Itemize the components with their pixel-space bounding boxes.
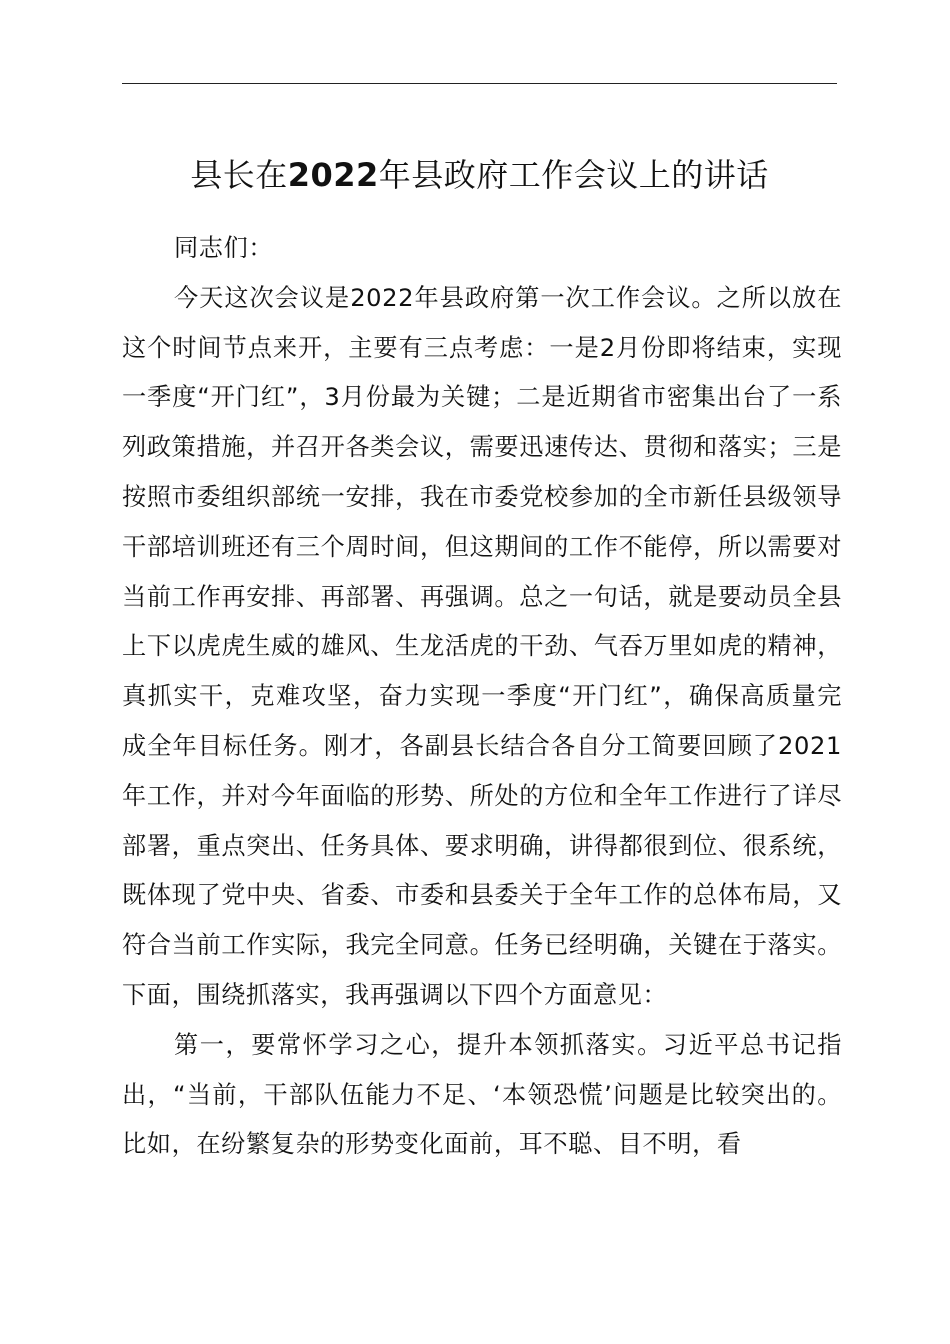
title-year: 2022 <box>287 156 379 194</box>
document-title <box>122 150 837 200</box>
salutation: 同志们： <box>174 234 274 262</box>
paragraph-intro: 今天这次会议是2022年县政府第一次工作会议。之所以放在这个时间节点来开，主要有三点考虑：一是2月份即将结束，实现一季度“开门红”，3月份最为关键；二是近期省市密集出台了一系列政策措施，并召开各类会议，需要迅速传达、贯彻和落实；三是按照市委组织部统一安排，我在市委党校参加的全市新任县级领导干部培训班还有三个周时间，但这期间的工作不能停，所以需要对当前工作再安排、再部署、再强调。总之一句话，就是要动员全县上下以虎虎生威的雄风、生龙活虎的干劲、气吞万里如虎的精神，真抓实干，克难攻坚，奋力实现一季度“开门红”，确保高质量完成全年目标任务。刚才，各副县长结合各自分工简要回顾了2021年工作，并对今年面临的形势、所处的方位和全年工作进行了详尽部署，重点突出、任务具体、要求明确，讲得都很到位、很系统，既体现了党中央、省委、市委和县委关于全年工作的总体布局，又符合当前工作实际，我完全同意。任务已经明确，关键在于落实。下面，围绕抓落实，我再强调以下四个方面意见： <box>122 283 842 1009</box>
title-suffix: 年县政府工作会议上的讲话 <box>378 156 769 194</box>
document-body <box>122 224 842 1170</box>
paragraph-first-point: 第一，要常怀学习之心，提升本领抓落实。习近平总书记指出，“当前，干部队伍能力不足、‘本领恐慌’问题是比较突出的。比如，在纷繁复杂的形势变化面前，耳不聪、目不明，看 <box>122 1030 842 1159</box>
title-prefix: 县长在 <box>190 156 288 194</box>
header-rule <box>122 83 837 84</box>
